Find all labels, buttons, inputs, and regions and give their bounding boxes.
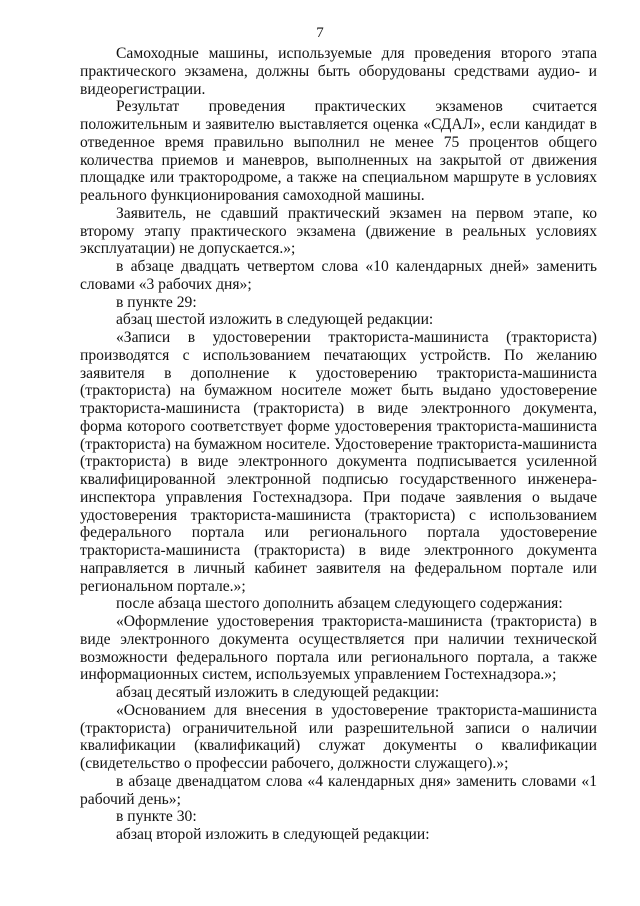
paragraph: абзац шестой изложить в следующей редакции: bbox=[116, 311, 434, 329]
document-body bbox=[80, 45, 597, 844]
paragraph: абзац десятый изложить в следующей редакции: bbox=[116, 684, 440, 701]
paragraph: «Записи в удостоверении тракториста-машиниста (тракториста) производятся с использованием печатающих устройств. По желанию заявителя в дополнение к удостоверению тракториста-машиниста (тракториста) на бумажном носителе может быть выдано удостоверение тракториста-машиниста (тракториста) в виде электронного документа, форма которого соответствует форме удостоверения тракториста-машиниста (тракториста) на бумажном носителе. Удостоверение тракториста-машиниста (тракториста) в виде электронного документа подписывается усиленной квалифицированной электронной подписью государственного инженера-инспектора управления Гостехнадзора. При подаче заявления о выдаче удостоверения тракториста-машиниста (тракториста) с использованием федерального портала или регионального портала удостоверение тракториста-машиниста (тракториста) в виде электронного документа направляется в личный кабинет заявителя на федеральном портале или региональном портале.»; bbox=[80, 329, 597, 595]
paragraph: Самоходные машины, используемые для проведения второго этапа практического экзамена, должны быть оборудованы средствами аудио- и видеорегистрации. bbox=[80, 45, 597, 98]
paragraph: Результат проведения практических экзаменов считается положительным и заявителю выставляется оценка «СДАЛ», если кандидат в отведенное время правильно выполнил не менее 75 процентов общего количества приемов и маневров, выполненных на закрытой от движения площадке или трактородроме, а также на специальном маршруте в условиях реального функционирования самоходной машины. bbox=[80, 98, 597, 204]
paragraph: после абзаца шестого дополнить абзацем следующего содержания: bbox=[116, 595, 563, 613]
paragraph: в пункте 30: bbox=[116, 808, 197, 826]
paragraph: «Основанием для внесения в удостоверение тракториста-машиниста (тракториста) ограничительной или разрешительной записи о наличии квалификации (квалификаций) служат документы о квалификации (свидетельство о профессии рабочего, должности служащего).»; bbox=[80, 701, 597, 772]
paragraph: «Оформление удостоверения тракториста-машиниста (тракториста) в виде электронного документа осуществляется при наличии технической возможности федерального портала или регионального портала, а также информационных систем, используемых управлением Гостехнадзора.»; bbox=[80, 613, 597, 684]
paragraph: в абзаце двадцать четвертом слова «10 календарных дней» заменить словами «3 рабочих дня»; bbox=[80, 258, 597, 293]
paragraph: в абзаце двенадцатом слова «4 календарных дня» заменить словами «1 рабочий день»; bbox=[80, 772, 597, 808]
paragraph: Заявитель, не сдавший практический экзамен на первом этапе, ко второму этапу практического экзамена (движение в реальных условиях эксплуатации) не допускается.»; bbox=[80, 204, 597, 258]
paragraph: абзац второй изложить в следующей редакции: bbox=[116, 826, 430, 843]
paragraph: в пункте 29: bbox=[116, 293, 197, 311]
page-number: 7 bbox=[316, 25, 324, 41]
